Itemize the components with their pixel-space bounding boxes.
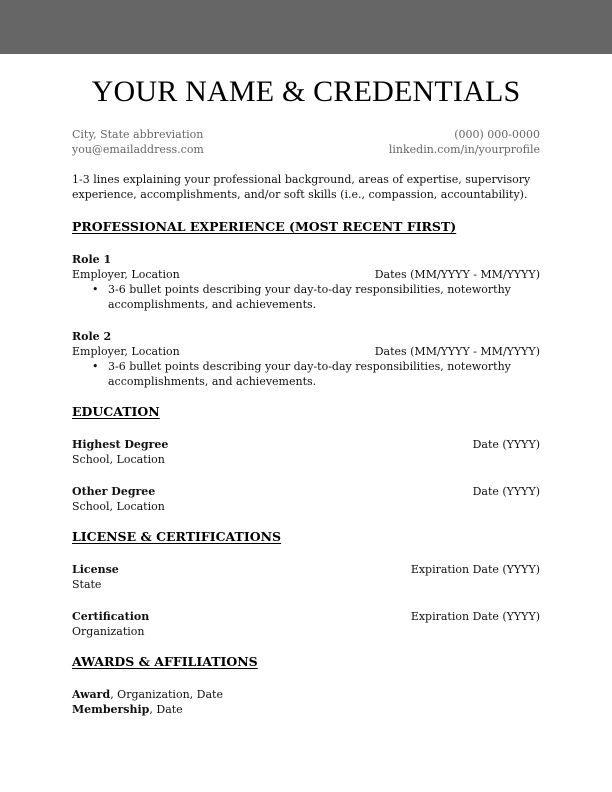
role-title: Role 2 bbox=[72, 330, 112, 343]
responsibility-bullet: • 3-6 bullet points describing your day-to-day responsibilities, noteworthy accomplishments, and achievements. bbox=[92, 359, 540, 389]
employer-location: Employer, Location bbox=[72, 268, 180, 281]
responsibility-list bbox=[92, 282, 540, 312]
phone-number: (000) 000-0000 bbox=[454, 128, 540, 141]
degree-name: Other Degree bbox=[72, 485, 156, 498]
city-state: City, State abbreviation bbox=[72, 128, 204, 141]
license-row bbox=[72, 562, 540, 577]
degree-name: Highest Degree bbox=[72, 438, 169, 451]
linkedin-profile: linkedin.com/in/yourprofile bbox=[388, 143, 540, 156]
school-location: School, Location bbox=[72, 500, 165, 513]
employer-location: Employer, Location bbox=[72, 345, 180, 358]
role-dates: Dates (MM/YYYY - MM/YYYY) bbox=[374, 268, 540, 281]
degree-date: Date (YYYY) bbox=[472, 438, 540, 451]
role-dates: Dates (MM/YYYY - MM/YYYY) bbox=[374, 345, 540, 358]
expiration-date: Expiration Date (YYYY) bbox=[410, 610, 540, 623]
experience-entry bbox=[72, 329, 540, 389]
membership-line bbox=[72, 702, 540, 717]
education-entry bbox=[72, 484, 540, 514]
membership-label: Membership bbox=[72, 703, 150, 716]
degree-date: Date (YYYY) bbox=[472, 485, 540, 498]
license-issuer: Organization bbox=[72, 625, 145, 638]
responsibility-bullet: • 3-6 bullet points describing your day-to-day responsibilities, noteworthy accomplishments, and achievements. bbox=[92, 282, 540, 312]
resume-name: YOUR NAME & CREDENTIALS bbox=[91, 75, 521, 108]
resume-page bbox=[72, 74, 540, 717]
license-row bbox=[72, 609, 540, 624]
experience-entry bbox=[72, 252, 540, 312]
education-entry bbox=[72, 437, 540, 467]
license-name: Certification bbox=[72, 610, 150, 623]
professional-summary: 1-3 lines explaining your professional background, areas of expertise, supervisory experience, accomplishments, and/or soft skills (i.e., compassion, accountability). bbox=[72, 173, 531, 201]
awards-list bbox=[72, 687, 540, 717]
email-address: you@emailaddress.com bbox=[72, 143, 204, 156]
role-title: Role 1 bbox=[72, 253, 112, 266]
license-name: License bbox=[72, 563, 119, 576]
employer-row bbox=[72, 344, 540, 359]
contact-left bbox=[72, 127, 204, 157]
header-bar bbox=[0, 0, 612, 54]
award-details: , Organization, Date bbox=[110, 688, 223, 701]
expiration-date: Expiration Date (YYYY) bbox=[410, 563, 540, 576]
awards-heading: AWARDS & AFFILIATIONS bbox=[72, 654, 258, 669]
responsibility-list bbox=[92, 359, 540, 389]
school-location: School, Location bbox=[72, 453, 165, 466]
degree-row bbox=[72, 437, 540, 452]
license-entry bbox=[72, 562, 540, 592]
license-issuer: State bbox=[72, 578, 102, 591]
award-line bbox=[72, 687, 540, 702]
contact-right bbox=[389, 127, 540, 157]
employer-row bbox=[72, 267, 540, 282]
license-entry bbox=[72, 609, 540, 639]
award-label: Award bbox=[72, 688, 111, 701]
membership-details: , Date bbox=[149, 703, 183, 716]
degree-row bbox=[72, 484, 540, 499]
experience-heading: PROFESSIONAL EXPERIENCE (MOST RECENT FIRST) bbox=[72, 219, 457, 234]
licenses-heading: LICENSE & CERTIFICATIONS bbox=[72, 529, 282, 544]
contact-block bbox=[72, 127, 540, 157]
education-heading: EDUCATION bbox=[72, 404, 160, 419]
